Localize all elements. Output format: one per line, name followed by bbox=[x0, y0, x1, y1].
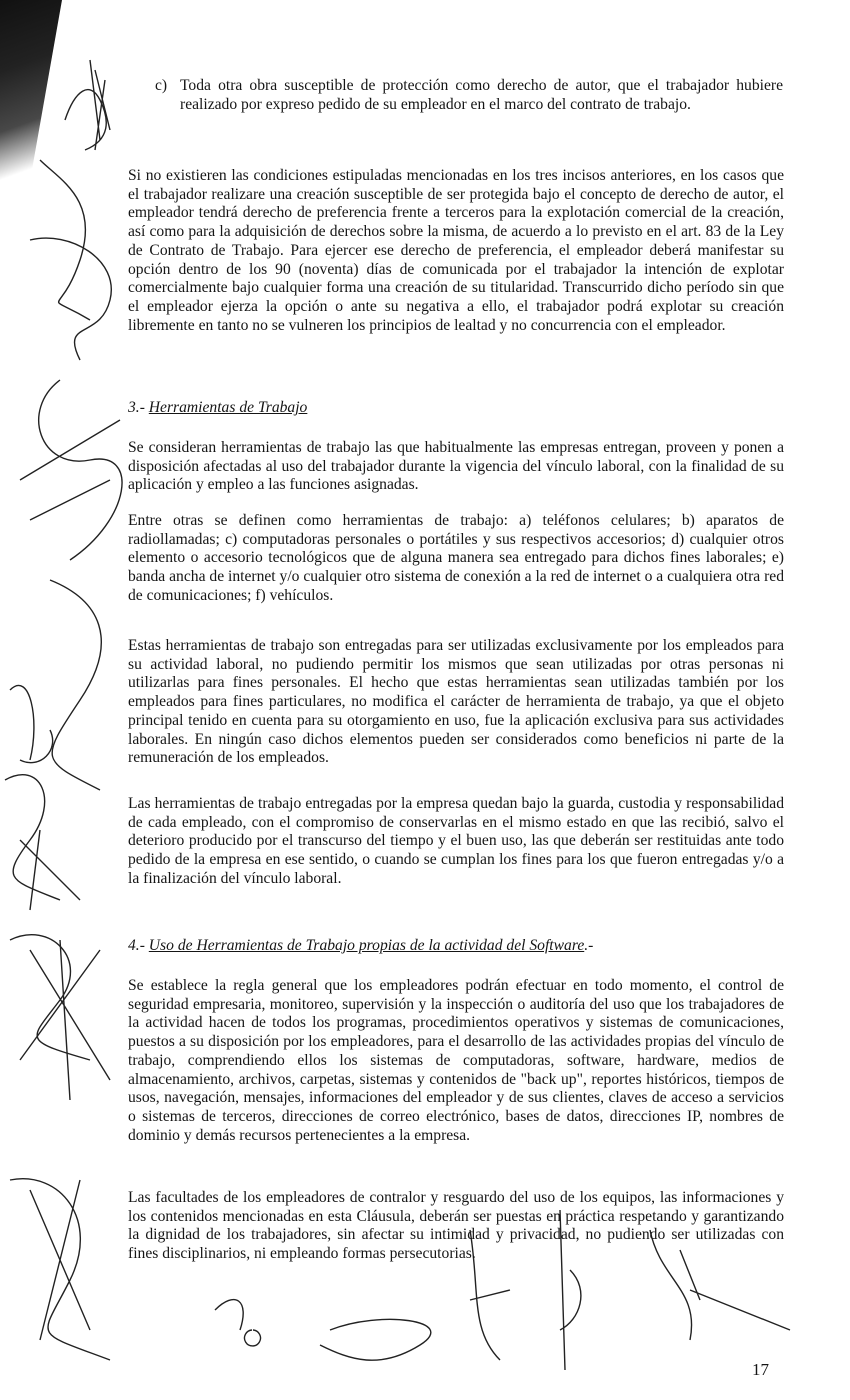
section-title: Uso de Herramientas de Trabajo propias de la actividad del Software bbox=[148, 937, 585, 954]
scan-shadow bbox=[0, 0, 70, 215]
paragraph-preferencia: Si no existieren las condiciones estipuladas mencionadas en los tres incisos anteriores, en los casos que el trabajador realizare una creación susceptible de ser protegida bajo el concepto de derecho de autor, el empleador tendrá derecho de preferencia frente a terceros para la explotación comercial de la creación, así como para la adquisición de derechos sobre la misma, de acuerdo a lo previsto en el art. 83 de la Ley de Contrato de Trabajo. Para ejercer ese derecho de preferencia, el empleador deberá manifestar su opción dentro de los 90 (noventa) días de comunicada por el trabajador la intención de explotar comercialmente bajo cualquier forma una creación de su titularidad. Transcurrido dicho período sin que el empleador ejerza la opción o ante su negativa a ello, el trabajador podrá explotar su creación libremente en tanto no se vulneren los principios de lealtad y no concurrencia con el empleador. bbox=[128, 167, 784, 334]
section-4-heading bbox=[128, 937, 784, 956]
list-item-c bbox=[155, 77, 783, 114]
list-marker: c) bbox=[155, 77, 168, 94]
paragraph: Las facultades de los empleadores de contralor y resguardo del uso de los equipos, las informaciones y los contenidos mencionadas en esta Cláusula, deberán ser puestas en práctica respetando y garantizando la dignidad de los trabajadores, sin afectar su intimidad y privacidad, no pudiendo ser utilizadas con fines disciplinarios, ni empleando formas persecutorias. bbox=[128, 1189, 784, 1263]
paragraph: Estas herramientas de trabajo son entregadas para ser utilizadas exclusivamente por los empleados para su actividad laboral, no pudiendo permitir los mismos que sean utilizadas por otras personas ni utilizarlas para fines personales. El hecho que estas herramientas sean utilizadas también por los empleados para fines particulares, no modifica el carácter de herramienta de trabajo, ya que el objeto principal tenido en cuenta para su otorgamiento en uso, fue la aplicación exclusiva para sus actividades laborales. En ningún caso dichos elementos pueden ser considerados como beneficios ni parte de la remuneración de los empleados. bbox=[128, 637, 784, 767]
section-number: 4.- bbox=[128, 937, 145, 954]
paragraph: Las herramientas de trabajo entregadas por la empresa quedan bajo la guarda, custodia y responsabilidad de cada empleado, con el compromiso de conservarlas en el mismo estado en que las recibió, salvo el deterioro producido por el transcurso del tiempo y el buen uso, las que deberán ser restituidas ante todo pedido de la empresa en ese sentido, o cuando se cumplan los fines para los que fueron entregadas y/o a la finalización del vínculo laboral. bbox=[128, 795, 784, 887]
paragraph: Se consideran herramientas de trabajo las que habitualmente las empresas entregan, proveen y ponen a disposición afectadas al uso del trabajador durante la vigencia del vínculo laboral, con la finalidad de su aplicación y empleo a las funciones asignadas. bbox=[128, 439, 784, 494]
page-number: 17 bbox=[752, 1360, 769, 1379]
section-3-heading bbox=[128, 399, 784, 418]
list-item-text: Toda otra obra susceptible de protección como derecho de autor, que el trabajador hubiere realizado por expreso pedido de su empleador en el marco del contrato de trabajo. bbox=[180, 77, 783, 113]
paragraph: Entre otras se definen como herramientas de trabajo: a) teléfonos celulares; b) aparatos de radiollamadas; c) computadoras personales o portátiles y sus respectivos accesorios; d) cualquier otros elemento o accesorio tecnológicos que de alguna manera sea entregado para dichos fines laborales; e) banda ancha de internet y/o cualquier otro sistema de conexión a la red de internet o a cualquiera otra red de comunicaciones; f) vehículos. bbox=[128, 512, 784, 604]
section-title: Herramientas de Trabajo bbox=[148, 399, 308, 416]
paragraph: Se establece la regla general que los empleadores podrán efectuar en todo momento, el control de seguridad empresaria, monitoreo, supervisión y la inspección o auditoría del uso que los trabajadores de la actividad hacen de todos los programas, procedimientos operativos y sistemas de comunicaciones, puestos a su disposición por los empleadores, para el desarrollo de las actividades propias del vínculo de trabajo, comprendiendo ellos los sistemas de computadoras, software, hardware, medios de almacenamiento, archivos, carpetas, sistemas y contenidos de "back up", reportes históricos, tiempos de usos, navegación, mensajes, informaciones del empleador y de sus clientes, claves de acceso a servicios o sistemas de terceros, direcciones de correo electrónico, bases de datos, direcciones IP, nombres de dominio y demás recursos pertenecientes a la empresa. bbox=[128, 977, 784, 1144]
section-suffix: .- bbox=[584, 937, 594, 954]
section-number: 3.- bbox=[128, 399, 145, 416]
